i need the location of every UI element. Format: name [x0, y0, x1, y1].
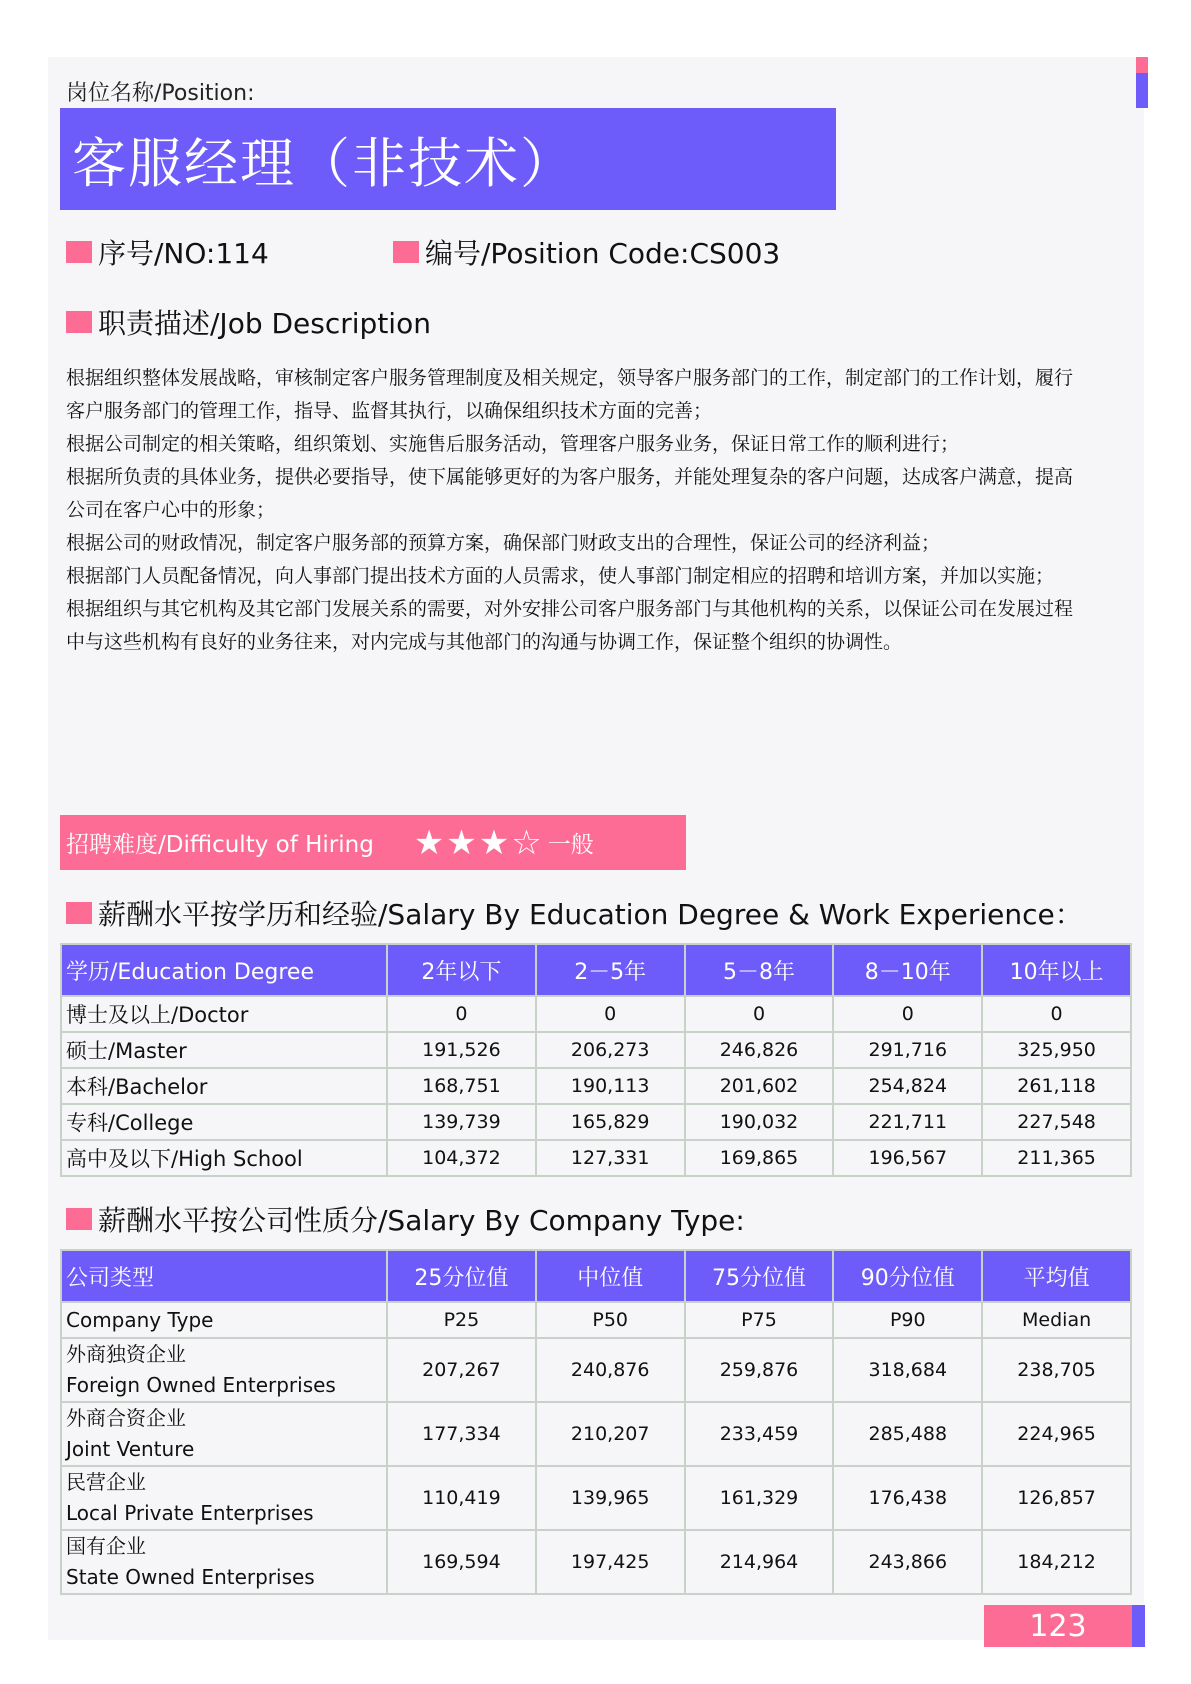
salary-company-table: [60, 1249, 1132, 1595]
position-label: 岗位名称/Position:: [66, 81, 255, 106]
column-header: 25分位值: [387, 1250, 536, 1302]
description-line: 根据部门人员配备情况，向人事部门提出技术方面的人员需求，使人事部门制定相应的招聘和培训方案，并加以实施；: [66, 565, 1055, 587]
table-cell: 291,716: [833, 1032, 982, 1068]
table-cell: 176,438: [833, 1466, 982, 1530]
position-code: [393, 232, 780, 272]
row-label-cn: 外商合资企业: [66, 1406, 186, 1430]
column-header: 90分位值: [833, 1250, 982, 1302]
table-row: [61, 1466, 1131, 1530]
table-cell: 169,594: [387, 1530, 536, 1594]
row-label: 硕士/Master: [61, 1032, 387, 1068]
table-row: [61, 1402, 1131, 1466]
description-line: 客户服务部门的管理工作，指导、监督其执行，以确保组织技术方面的完善；: [66, 400, 713, 422]
table-cell: 207,267: [387, 1338, 536, 1402]
table-cell: 0: [536, 996, 685, 1032]
table-cell: 285,488: [833, 1402, 982, 1466]
table-cell: 191,526: [387, 1032, 536, 1068]
table-cell: 221,711: [833, 1104, 982, 1140]
hiring-difficulty-bar: [60, 815, 686, 870]
table-cell: 254,824: [833, 1068, 982, 1104]
table-cell: 139,739: [387, 1104, 536, 1140]
table-header-row: [61, 1250, 1131, 1302]
row-label-cn: 国有企业: [66, 1534, 146, 1558]
serial-number: [66, 232, 269, 272]
page-title: 客服经理（非技术）: [72, 131, 576, 195]
subheader-cell: Median: [982, 1302, 1131, 1338]
subheader-cell: Company Type: [61, 1302, 387, 1338]
table-cell: 190,032: [685, 1104, 834, 1140]
table-cell: 184,212: [982, 1530, 1131, 1594]
table-header-row: [61, 944, 1131, 996]
table-cell: 190,113: [536, 1068, 685, 1104]
table-cell: 0: [685, 996, 834, 1032]
table-cell: 227,548: [982, 1104, 1131, 1140]
table-cell: 127,331: [536, 1140, 685, 1176]
column-header: 公司类型: [61, 1250, 387, 1302]
table-cell: 240,876: [536, 1338, 685, 1402]
description-line: 中与这些机构有良好的业务往来，对内完成与其他部门的沟通与协调工作，保证整个组织的协调性。: [66, 631, 903, 653]
position-code-text: 编号/Position Code:CS003: [425, 237, 781, 270]
job-description-heading: [66, 302, 431, 342]
table-cell: 196,567: [833, 1140, 982, 1176]
subheader-cell: P90: [833, 1302, 982, 1338]
table-row: [61, 1104, 1131, 1140]
table-cell: 211,365: [982, 1140, 1131, 1176]
table-cell: 325,950: [982, 1032, 1131, 1068]
table-row: [61, 1338, 1131, 1402]
table-cell: 238,705: [982, 1338, 1131, 1402]
table-cell: 161,329: [685, 1466, 834, 1530]
row-label-en: Foreign Owned Enterprises: [66, 1373, 336, 1397]
table-cell: 0: [833, 996, 982, 1032]
corner-accent-purple: [1136, 73, 1148, 108]
salary-education-table: [60, 943, 1132, 1177]
table-cell: 246,826: [685, 1032, 834, 1068]
table-cell: 206,273: [536, 1032, 685, 1068]
row-label: [61, 1530, 387, 1594]
row-label: 本科/Bachelor: [61, 1068, 387, 1104]
table-cell: 126,857: [982, 1466, 1131, 1530]
table-cell: 104,372: [387, 1140, 536, 1176]
hiring-difficulty-level: 一般: [547, 832, 594, 858]
table-cell: 201,602: [685, 1068, 834, 1104]
table-cell: 261,118: [982, 1068, 1131, 1104]
column-header: 平均值: [982, 1250, 1131, 1302]
bullet-square-icon: [66, 311, 92, 333]
table-cell: 169,865: [685, 1140, 834, 1176]
serial-number-text: 序号/NO:114: [98, 237, 269, 270]
column-header: 2－5年: [536, 944, 685, 996]
table-cell: 259,876: [685, 1338, 834, 1402]
description-line: 根据组织整体发展战略，审核制定客户服务管理制度及相关规定，领导客户服务部门的工作，制定部门的工作计划，履行: [66, 367, 1074, 389]
bullet-square-icon: [393, 241, 419, 263]
column-header: 75分位值: [685, 1250, 834, 1302]
table-row: [61, 996, 1131, 1032]
table-row: [61, 1530, 1131, 1594]
star-rating-icon: ★★★☆: [413, 822, 544, 863]
salary-education-heading-text: 薪酬水平按学历和经验/Salary By Education Degree & Work Experience：: [98, 898, 1083, 931]
page-number-accent: [1132, 1605, 1145, 1647]
salary-education-heading: [66, 893, 1083, 933]
column-header: 8－10年: [833, 944, 982, 996]
salary-company-heading: [66, 1199, 745, 1239]
row-label: [61, 1466, 387, 1530]
row-label-en: Joint Venture: [66, 1437, 195, 1461]
bullet-square-icon: [66, 902, 92, 924]
row-label: 高中及以下/High School: [61, 1140, 387, 1176]
description-line: 公司在客户心中的形象；: [66, 499, 276, 521]
table-cell: 139,965: [536, 1466, 685, 1530]
hiring-difficulty-label: 招聘难度/Difficulty of Hiring: [66, 832, 374, 858]
table-cell: 177,334: [387, 1402, 536, 1466]
table-cell: 110,419: [387, 1466, 536, 1530]
table-cell: 197,425: [536, 1530, 685, 1594]
row-label-en: State Owned Enterprises: [66, 1565, 315, 1589]
row-label-cn: 外商独资企业: [66, 1342, 186, 1366]
table-cell: 318,684: [833, 1338, 982, 1402]
table-cell: 0: [982, 996, 1131, 1032]
column-header: 5－8年: [685, 944, 834, 996]
column-header: 10年以上: [982, 944, 1131, 996]
description-line: 根据所负责的具体业务，提供必要指导，使下属能够更好的为客户服务，并能处理复杂的客户问题，达成客户满意，提高: [66, 466, 1074, 488]
table-cell: 214,964: [685, 1530, 834, 1594]
job-description-body: [66, 362, 1136, 659]
table-row: [61, 1068, 1131, 1104]
column-header: 2年以下: [387, 944, 536, 996]
table-cell: 168,751: [387, 1068, 536, 1104]
row-label: [61, 1402, 387, 1466]
column-header: 中位值: [536, 1250, 685, 1302]
subheader-cell: P25: [387, 1302, 536, 1338]
table-cell: 0: [387, 996, 536, 1032]
table-cell: 233,459: [685, 1402, 834, 1466]
description-line: 根据公司的财政情况，制定客户服务部的预算方案，确保部门财政支出的合理性，保证公司的经济利益；: [66, 532, 941, 554]
page-number: 123: [984, 1605, 1132, 1647]
description-line: 根据组织与其它机构及其它部门发展关系的需要，对外安排公司客户服务部门与其他机构的关系，以保证公司在发展过程: [66, 598, 1074, 620]
row-label-en: Local Private Enterprises: [66, 1501, 314, 1525]
row-label: 专科/College: [61, 1104, 387, 1140]
subheader-cell: P75: [685, 1302, 834, 1338]
table-cell: 210,207: [536, 1402, 685, 1466]
column-header: 学历/Education Degree: [61, 944, 387, 996]
job-description-heading-text: 职责描述/Job Description: [98, 307, 431, 340]
description-line: 根据公司制定的相关策略，组织策划、实施售后服务活动，管理客户服务业务，保证日常工作的顺利进行；: [66, 433, 960, 455]
row-label-cn: 民营企业: [66, 1470, 146, 1494]
table-subheader-row: [61, 1302, 1131, 1338]
table-row: [61, 1032, 1131, 1068]
subheader-cell: P50: [536, 1302, 685, 1338]
table-cell: 165,829: [536, 1104, 685, 1140]
title-banner: [60, 108, 836, 210]
table-row: [61, 1140, 1131, 1176]
salary-company-heading-text: 薪酬水平按公司性质分/Salary By Company Type:: [98, 1204, 745, 1237]
row-label: 博士及以上/Doctor: [61, 996, 387, 1032]
corner-accent-pink: [1136, 57, 1148, 73]
bullet-square-icon: [66, 241, 92, 263]
table-cell: 224,965: [982, 1402, 1131, 1466]
bullet-square-icon: [66, 1208, 92, 1230]
row-label: [61, 1338, 387, 1402]
table-cell: 243,866: [833, 1530, 982, 1594]
